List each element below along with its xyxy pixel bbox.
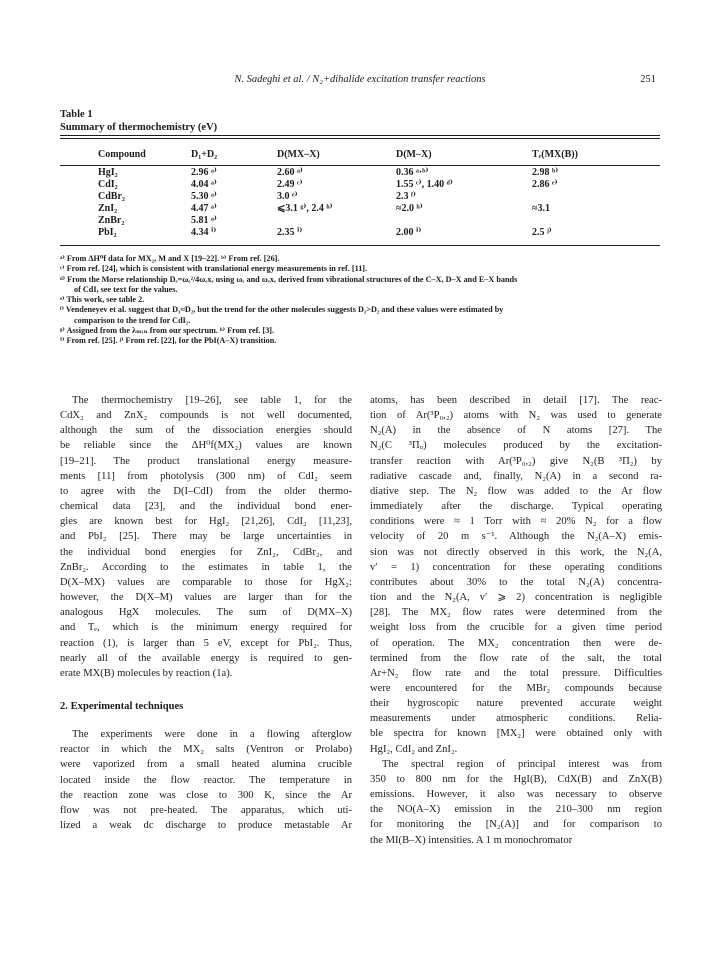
text-line: of operation. The MX₂ concentration then were de- (370, 637, 662, 649)
column-header: Tₑ(MX(B)) (532, 148, 578, 160)
footnote: ᵍ⁾ Assigned from the λₘᵢₙ from our spectrum. ʰ⁾ From ref. [3]. (60, 326, 275, 336)
text-line: ZnBr₂. According to the estimates in table 1, the (60, 561, 352, 573)
table-cell: 5.30 ᵃ⁾ (191, 191, 217, 202)
column-header: D(MX–X) (277, 148, 320, 160)
table-row (60, 227, 660, 239)
text-line: v′ = 1) concentration for these operating conditions (370, 561, 662, 573)
table-cell: 2.5 ʲ⁾ (532, 227, 552, 238)
table-top-rule-double (60, 138, 660, 139)
text-line: The experiments were done in a flowing afterglow (72, 729, 352, 741)
table-cell (277, 215, 396, 227)
table-row (60, 203, 660, 215)
text-line: transfer reaction with Ar(³P₀,₂) give N₂(B ³Π₂) by (370, 455, 662, 467)
text-line: The thermochemistry [19–26], see table 1, for the (72, 395, 352, 406)
footnote-continuation: of CdI, see text for the values. (74, 284, 178, 294)
footnote: ᵃ⁾ From ΔH⁰f data for MX₂, M and X [19–22]. ᵇ⁾ From ref. [26]. (60, 254, 280, 263)
text-line: tion of Ar(³P₀,₂) atoms with N₂ was used to generate (370, 410, 662, 422)
text-line: diative step. The N₂ flow was added to the Ar flow (370, 485, 662, 497)
table-cell: 4.04 ᵃ⁾ (191, 179, 217, 190)
column-header: D₁+D₂ (191, 148, 218, 160)
table-cell (396, 215, 532, 227)
table-cell: 5.81 ᵃ⁾ (191, 215, 217, 226)
text-line: to agree with the D(I–CdI) from the older thermo- (60, 485, 352, 497)
text-line: gies are known best for HgI₂ [21,26], CdI₂ [11,23], (60, 516, 352, 528)
table-cell (532, 191, 660, 203)
text-line: for monitoring the [N₂(A)] and for comparison to (370, 819, 662, 831)
table-cell: 2.98 ᵇ⁾ (532, 167, 559, 178)
text-line: the NO(A–X) emission in the 210–300 nm region (370, 804, 662, 816)
text-line: reactor in which the MX₂ salts (Ventron or Prolabo) (60, 744, 352, 756)
table-cell: 4.47 ᵃ⁾ (191, 203, 217, 214)
table-cell: 4.34 ⁱ⁾ (191, 227, 217, 238)
table-cell: 2.96 ᵃ⁾ (191, 167, 217, 178)
table-cell: ZnI₂ (98, 203, 118, 214)
text-line: tion and the N₂(A, v′ ⩾ 2) concentration is negligible (370, 592, 662, 604)
footnote-continuation: comparison to the trend for CdI₂. (74, 315, 191, 325)
text-line: nearly all of the available energy is required to gen- (60, 652, 352, 664)
table-row (60, 215, 660, 227)
text-line: weight loss from the crucible for a given time period (370, 622, 662, 634)
table-cell: 2.3 ᶠ⁾ (396, 191, 416, 202)
text-line: Ar+N₂ flow rate and the total pressure. Difficulties (370, 667, 662, 679)
table-cell (532, 215, 660, 227)
running-title: N. Sadeghi et al. / N₂+dihalide excitation transfer reactions (234, 74, 486, 85)
footnote: ᵈ⁾ From the Morse relationship Dₑ=ωₑ²/4ωₑxₑ using ωₑ and ωₑxₑ derived from vibrational structures of the C–X, D–X and E–X bands (60, 274, 518, 284)
table-cell: ≈2.0 ʰ⁾ (396, 203, 423, 214)
text-line: [19–21]. The product translational energy measure- (60, 455, 352, 467)
footnote: ⁱ⁾ From ref. [25]. ʲ⁾ From ref. [22], for the PbI(A–X) transition. (60, 336, 277, 346)
section-heading: 2. Experimental techniques (60, 700, 184, 712)
page-number: 251 (640, 74, 656, 85)
text-line: analogous HgX molecules. The sum of D(MX–X) (60, 607, 352, 619)
text-line: conditions were ≈ 1 Torr with ≈ 20% N₂ for a flow (370, 516, 662, 528)
text-line: the individual bond energies for ZnI₂, CdBr₂, and (60, 546, 352, 558)
text-line: [28]. The MX₂ flow rates were determined from the (370, 607, 662, 619)
text-line: radiative cascade and, finally, N₂(A) in a second ra- (370, 470, 662, 482)
table-row (60, 179, 660, 191)
table-header-row (60, 148, 660, 160)
table-cell: 2.86 ᵉ⁾ (532, 179, 558, 190)
table-cell: 3.0 ᵉ⁾ (277, 191, 298, 202)
text-line: 350 to 800 nm for the HgI(B), CdX(B) and ZnX(B) (370, 773, 662, 785)
text-line: flow was not pre-heated. The apparatus, which uti- (60, 804, 352, 816)
footnote: ᵉ⁾ This work, see table 2. (60, 295, 145, 305)
text-line: the reaction zone was close to 300 K, since the Ar (60, 789, 352, 801)
text-line: D(X–MX) values are comparable to those for HgX₂: (60, 576, 352, 588)
text-line: sion was not directly observed in this work, the N₂(A, (370, 546, 662, 558)
text-line: velocity of 20 m s⁻¹. Although the N₂(A–X) emis- (370, 531, 662, 543)
table-cell: 2.49 ᶜ⁾ (277, 179, 303, 190)
text-line: and Tₑ, which is the minimum energy required for (60, 622, 352, 634)
text-line: ble spectra for known [MX₂] were obtained only with (370, 728, 662, 740)
text-line: contributes about 30% to the total N₂(A) concentra- (370, 576, 662, 588)
text-line: and PbI₂ [25]. There may be large uncertainties in (60, 531, 352, 543)
table-cell: ZnBr₂ (98, 215, 125, 226)
table-cell: ⩽3.1 ᵍ⁾, 2.4 ʰ⁾ (277, 203, 333, 214)
thermochemistry-table (60, 148, 660, 239)
text-line: chemical data [23], and the individual bond ener- (60, 501, 352, 513)
footnote: ᶜ⁾ From ref. [24], which is consistent with translational energy measurements in ref. [11]. (60, 264, 368, 274)
text-line: emissions. However, it also was necessary to observe (370, 789, 662, 801)
text-line: The spectral region of principal interest was from (382, 758, 662, 770)
text-line: the MI(B–X) intensities. A 1 m monochromator (370, 834, 573, 846)
column-header: D(M–X) (396, 148, 432, 160)
table-cell: 1.55 ᶜ⁾, 1.40 ᵈ⁾ (396, 179, 453, 190)
text-line: erate MX(B) molecules by reaction (1a). (60, 667, 233, 679)
text-line: were vaporized from a small heated alumina crucible (60, 759, 352, 771)
table-row (60, 191, 660, 203)
table-cell: PbI₂ (98, 227, 117, 238)
text-line: were encountered for the MBr₂ compounds because (370, 682, 662, 694)
text-line: HgI₂, CdI₂ and ZnI₂. (370, 743, 458, 755)
text-line: ments [11] from photolysis (300 nm) of CdI₂ seem (60, 470, 352, 482)
table-top-rule (60, 135, 660, 136)
footnote: ᶠ⁾ Vendeneyev et al. suggest that D₁≈D₂, but the trend for the other molecules suggests D₁>D₂ and these values were estimated by (60, 305, 504, 315)
right-column (370, 393, 662, 848)
table-cell: 0.36 ᵃ·ᵇ⁾ (396, 167, 429, 178)
text-line: be reliable since the ΔH⁰f(MX₂) values are known (60, 440, 352, 452)
table-label: Table 1 (60, 109, 93, 120)
left-column (60, 393, 352, 833)
table-cell: 2.35 ⁱ⁾ (277, 227, 303, 238)
running-header (60, 74, 660, 88)
column-header: Compound (98, 148, 146, 160)
text-line: however, the D(X–M) values are larger than for the (60, 592, 352, 604)
table-cell: HgI₂ (98, 167, 118, 178)
text-line: termined from the flow rate of the salt, the total (370, 652, 662, 664)
text-line: N₂(C ³Πᵤ) molecules produced by the excitation- (370, 440, 662, 452)
table-row (60, 167, 660, 179)
table-cell: 2.00 ⁱ⁾ (396, 227, 422, 238)
text-line: CdX₂ and ZnX₂ compounds is not well documented, (60, 410, 352, 422)
text-line: N₂(A) in the absence of N atoms [27]. The (370, 425, 662, 437)
table-cell: 2.60 ᵃ⁾ (277, 167, 303, 178)
text-line: atoms, has been described in detail [17]. The reac- (370, 395, 662, 406)
text-line: immediately after the discharge. Typical operating (370, 501, 662, 513)
table-caption: Summary of thermochemistry (eV) (60, 122, 218, 133)
text-line: located inside the flow reactor. The temperature in (60, 774, 352, 786)
table-cell: ≈3.1 (532, 203, 550, 214)
text-line: their hygroscopic nature prevented accurate weight (370, 698, 662, 710)
text-line: reaction (1), is larger than 5 eV, except for PbI₂. Thus, (60, 637, 352, 649)
text-line: measurements under atmospheric conditions. Relia- (370, 713, 662, 725)
table-cell: CdBr₂ (98, 191, 125, 202)
table-caption-block (60, 108, 217, 134)
table-bottom-rule (60, 245, 660, 246)
table-footnotes (60, 254, 664, 347)
text-line: although the sum of the dissociation energies should (60, 425, 352, 437)
table-cell: CdI₂ (98, 179, 118, 190)
table-header-spacer (60, 148, 98, 160)
text-line: lized a weak dc discharge to produce metastable Ar (60, 820, 352, 832)
